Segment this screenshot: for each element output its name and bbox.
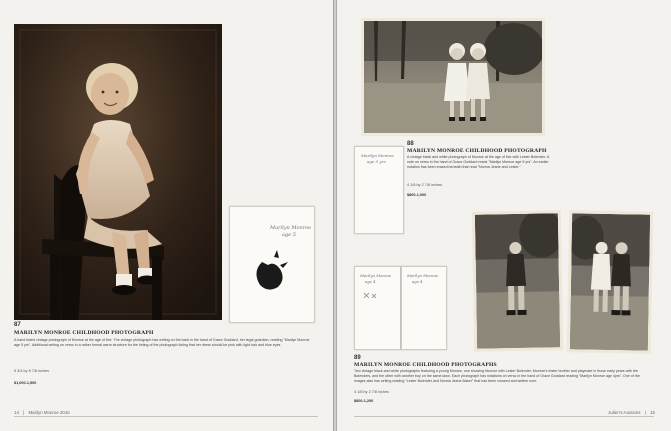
lot-88-title: MARILYN MONROE CHILDHOOD PHOTOGRAPH: [407, 148, 547, 154]
lot-88-estimate: $800-1,000: [407, 193, 427, 197]
right-footer-separator: |: [644, 410, 646, 415]
left-footer: [14, 410, 70, 415]
lot-89-verso-card-b: [401, 266, 447, 350]
right-footer: [608, 410, 655, 415]
right-footer-rule: [354, 416, 654, 417]
lot-87-verso-note-line-2: age 5: [282, 232, 296, 238]
left-page-number: 14: [14, 410, 19, 415]
left-footer-publication: Marilyn Monroe 2016: [28, 410, 70, 415]
lot-89-verso-b-note-line-1: Marilyn Monroe: [407, 273, 439, 278]
lot-87-number: 87: [14, 322, 21, 328]
lot-88-description: A vintage black and white photograph of Monroe at the age of five with Lester Bolender. A note on verso in the hand of Grace Goddard reads "Marilyn Monroe age 5 yrs". An earlier notation has been erased beneath that read "Norma Jeane and Lester.": [407, 155, 550, 170]
lot-88-number: 88: [407, 141, 414, 147]
pencil-cross-marks-icon: [355, 267, 400, 349]
two-children-lawn-image: [570, 213, 650, 350]
lot-87-description: A hand tinted vintage photograph of Monroe at the age of five. The vintage photograph has writing on the back in the hand of Grace Goddard, her legal guardian, reading "Marilyn Monroe age 5 yrs". Additional writing on verso in a rather formal warm structure for the tinting of the photograph listing that her dress should be pink with light hair and blue eyes.: [14, 338, 310, 348]
right-footer-brand: Julien's Auctions: [608, 410, 641, 415]
lot-88-size: 4 1/8 by 2 7/8 inches: [407, 183, 443, 187]
lot-88-verso-note-line-2: age 5 yrs: [367, 159, 386, 164]
left-footer-separator: |: [23, 410, 25, 415]
lot-89-size: 4 1/8 by 2 7/8 inches: [354, 390, 390, 394]
lot-87-estimate: $1,000-1,500: [14, 381, 37, 385]
boy-on-lawn-image: [475, 213, 560, 348]
lot-88-verso-card: [354, 146, 404, 234]
lot-87-photo: [14, 24, 222, 320]
right-page-number: 15: [650, 410, 655, 415]
lot-89-description: Two vintage black and white photographs featuring a young Monroe, one showing Monroe with Lester Bolender, Monroe's foster brother and playmate in those early years with the Bolenders, and the other with another boy on the same lawn. Each photograph has notations on verso in the hand of Grace Goddard reading "Marilyn Monroe age 4yrs". One of the images also has writing reading "Lester Bolender and Norma Jeane Baker" that has been crossed and written over.: [354, 369, 640, 384]
lot-89-verso-card-a: [354, 266, 401, 350]
lot-89-verso-a-note-line-2: age 4: [365, 279, 376, 284]
lot-87-size: 5 3/4 by 8 7/8 inches: [14, 369, 50, 373]
lot-88-photo: [361, 18, 545, 136]
lot-87-verso-card: [229, 206, 315, 323]
lot-89-photo-a: [472, 210, 563, 352]
ink-stain-icon: [230, 207, 314, 322]
lot-87-verso-note-line-1: Marilyn Monroe: [270, 225, 312, 231]
child-portrait-sepia-image: [14, 24, 222, 320]
right-catalog-page: [337, 0, 671, 431]
lot-89-estimate: $800-1,200: [354, 399, 374, 403]
two-children-outdoor-image: [364, 21, 542, 133]
lot-89-photo-b: [567, 210, 653, 353]
lot-89-verso-b-note-line-2: age 4: [412, 279, 423, 284]
lot-89-number: 89: [354, 355, 361, 361]
left-catalog-page: [0, 0, 333, 431]
left-footer-rule: [14, 416, 318, 417]
lot-87-title: MARILYN MONROE CHILDHOOD PHOTOGRAPH: [14, 330, 154, 336]
lot-89-title: MARILYN MONROE CHILDHOOD PHOTOGRAPHS: [354, 362, 497, 368]
lot-88-verso-note-line-1: Marilyn Monroe: [361, 153, 394, 158]
lot-89-verso-a-note-line-1: Marilyn Monroe: [360, 273, 392, 278]
